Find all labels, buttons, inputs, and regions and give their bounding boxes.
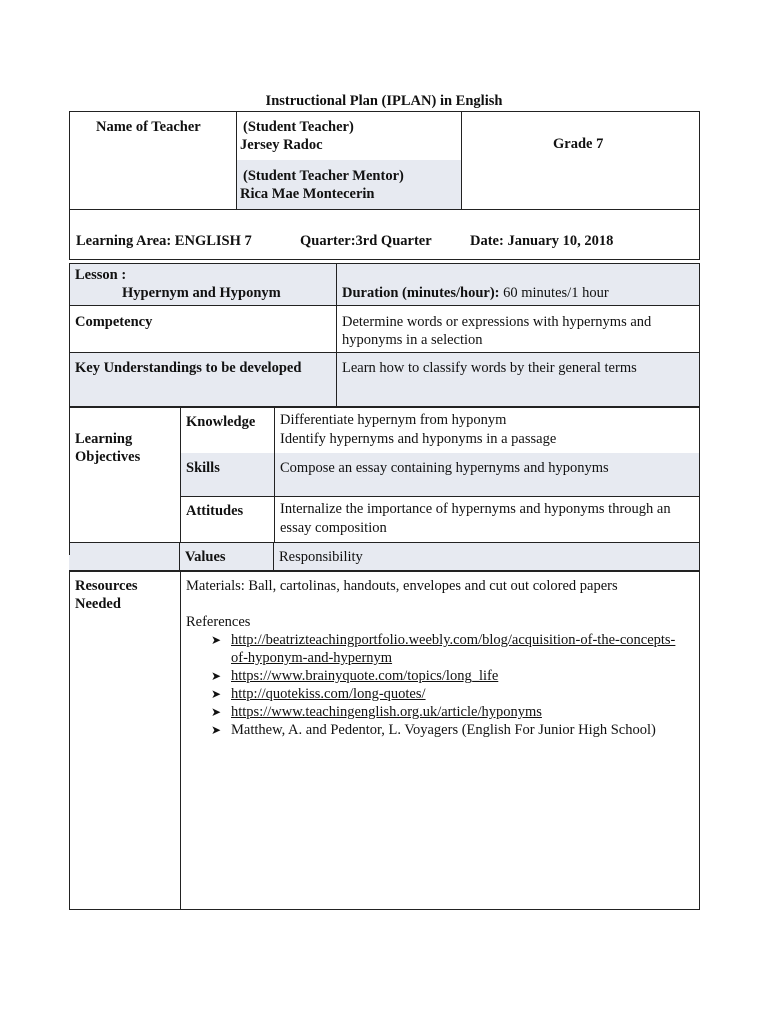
key-understandings-value: Learn how to classify words by their general terms [342,360,637,376]
name-of-teacher-label: Name of Teacher [96,119,201,135]
knowledge-line-1: Differentiate hypernym from hyponym [280,412,507,428]
key-understandings-label: Key Understandings to be developed [75,360,302,376]
arrow-bullet-icon: ➤ [211,723,222,737]
lesson-title: Hypernym and Hyponym [122,285,281,301]
reference-item [205,685,675,703]
reference-item [205,721,675,739]
resources-label-1: Resources [75,578,138,594]
competency-line-2: hyponyms in a selection [342,332,483,348]
values-value: Responsibility [279,549,363,565]
knowledge-label: Knowledge [186,414,256,430]
document-title: Instructional Plan (IPLAN) in English [265,93,503,109]
lesson-section [69,263,700,408]
duration-label: Duration (minutes/hour): [342,285,500,301]
skills-label: Skills [186,460,220,476]
reference-text: Matthew, A. and Pedentor, L. Voyagers (English For Junior High School) [231,722,656,738]
attitudes-label: Attitudes [186,503,244,519]
attitudes-line-1: Internalize the importance of hypernyms and hyponyms through an [280,501,671,517]
competency-label: Competency [75,314,153,330]
competency-line-1: Determine words or expressions with hypernyms and [342,314,652,330]
arrow-bullet-icon: ➤ [211,705,222,719]
student-teacher-name: Jersey Radoc [240,137,323,153]
reference-link[interactable]: https://www.brainyquote.com/topics/long_life [231,668,499,684]
teacher-section [69,111,700,210]
student-teacher-role: (Student Teacher) [243,119,354,135]
arrow-bullet-icon: ➤ [211,669,222,683]
reference-item [205,703,675,721]
attitudes-line-2: essay composition [280,520,387,536]
lesson-label: Lesson : [75,267,127,283]
reference-link[interactable]: of-hyponym-and-hypernym [231,650,393,666]
skills-value: Compose an essay containing hypernyms and hyponyms [280,460,609,476]
references-list [205,631,675,739]
resources-label-2: Needed [75,596,121,612]
values-row [69,542,700,572]
objectives-section [69,406,700,546]
quarter: Quarter:3rd Quarter [300,233,432,249]
arrow-bullet-icon: ➤ [211,633,222,647]
materials: Materials: Ball, cartolinas, handouts, envelopes and cut out colored papers [186,578,618,594]
knowledge-line-2: Identify hypernyms and hyponyms in a passage [280,431,557,447]
objectives-label-1: Learning [75,431,133,447]
reference-item-continued [205,649,675,667]
grade-label: Grade 7 [553,136,604,152]
reference-item [205,631,675,649]
mentor-name: Rica Mae Montecerin [240,186,375,202]
references-label: References [186,614,251,630]
mentor-role: (Student Teacher Mentor) [243,168,404,184]
duration [342,284,609,302]
objectives-label-2: Objectives [75,449,141,465]
reference-link[interactable]: http://quotekiss.com/long-quotes/ [231,686,426,702]
resources-section [69,570,700,910]
values-label: Values [185,549,226,565]
learning-area-section [69,209,700,260]
reference-link[interactable]: https://www.teachingenglish.org.uk/article/hyponyms [231,704,542,720]
duration-value: 60 minutes/1 hour [499,285,609,301]
reference-item [205,667,675,685]
learning-area: Learning Area: ENGLISH 7 [76,233,252,249]
arrow-bullet-icon: ➤ [211,687,222,701]
reference-link[interactable]: http://beatrizteachingportfolio.weebly.com/blog/acquisition-of-the-concepts- [231,632,676,648]
lesson-date: Date: January 10, 2018 [470,233,614,249]
